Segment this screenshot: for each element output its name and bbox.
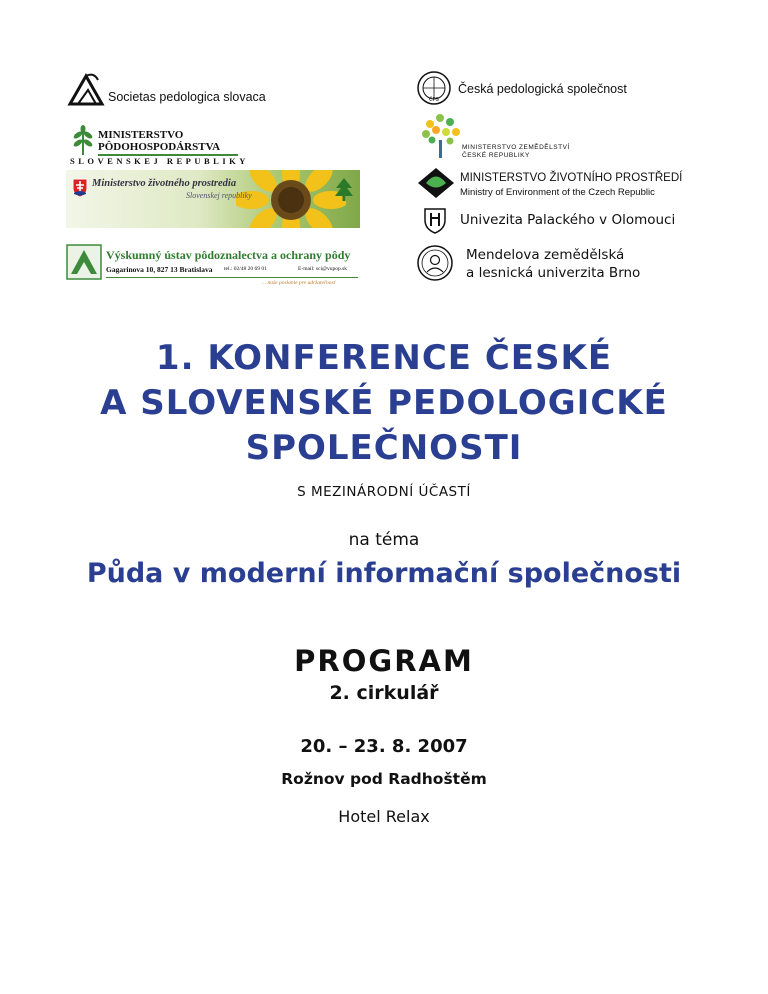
theme-label: na téma xyxy=(348,530,420,550)
mpsr-line2: PÔDOHOSPODÁRSTVA xyxy=(98,141,221,153)
vupop-emblem-icon xyxy=(66,244,102,280)
wheat-icon xyxy=(70,125,96,155)
mze-line2: ČESKÉ REPUBLIKY xyxy=(462,152,530,159)
upol-emblem-icon xyxy=(422,206,448,234)
circular-label: 2. cirkulář xyxy=(329,682,439,704)
vupop-motto: ... naše poslanie pre udržateľnosť xyxy=(262,280,336,286)
mendel-line1: Mendelova zemědělská xyxy=(466,247,625,263)
mzpsr-line1: Ministerstvo životného prostredia xyxy=(92,178,237,189)
vupop-address: Gagarinova 10, 827 13 Bratislava xyxy=(106,265,213,274)
vupop-email: E-mail: sci@vupop.sk xyxy=(298,266,348,272)
conference-place: Rožnov pod Radhoštěm xyxy=(281,770,487,788)
cps-name: Česká pedologická společnost xyxy=(458,82,627,96)
vupop-title: Výskumný ústav pôdoznalectva a ochrany pôdy xyxy=(106,248,351,262)
mze-tree-icon xyxy=(416,110,466,160)
logo-mzpsr-banner xyxy=(66,170,360,228)
sps-emblem-icon xyxy=(66,70,106,110)
mpsr-line1: MINISTERSTVO xyxy=(98,129,184,141)
logo-upol xyxy=(416,206,716,236)
sps-name: Societas pedologica slovaca xyxy=(108,90,266,104)
title-line1: 1. KONFERENCE ČESKÉ xyxy=(155,338,613,378)
mze-line1: MINISTERSTVO ZEMĚDĚLSTVÍ xyxy=(462,144,570,151)
mzp-line1: MINISTERSTVO ŽIVOTNÍHO PROSTŘEDÍ xyxy=(460,172,683,184)
logo-sps xyxy=(66,70,266,110)
mendel-seal-icon xyxy=(416,244,454,282)
title-line3: SPOLEČNOSTI xyxy=(245,428,523,468)
subtitle: S MEZINÁRODNÍ ÚČASTÍ xyxy=(297,484,471,500)
vupop-tel: tel.: 02/48 20 69 01 xyxy=(224,266,267,272)
cps-seal-icon xyxy=(416,70,452,106)
program-heading: PROGRAM xyxy=(294,644,474,678)
conference-venue: Hotel Relax xyxy=(338,807,430,826)
tree-icon xyxy=(332,176,356,202)
logo-mendel xyxy=(416,244,716,284)
conference-theme: Půda v moderní informační společnosti xyxy=(86,558,682,589)
mpsr-line3: SLOVENSKEJ REPUBLIKY xyxy=(70,156,249,166)
mendel-line2: a lesnická univerzita Brno xyxy=(466,265,641,281)
logo-mzp xyxy=(416,166,716,202)
title-line2: A SLOVENSKÉ PEDOLOGICKÉ xyxy=(100,383,668,423)
logo-mze xyxy=(416,110,636,162)
cps-seal-text: ČPS xyxy=(429,97,439,103)
logo-cps xyxy=(416,70,636,106)
mzpsr-line2: Slovenskej republiky xyxy=(186,191,252,200)
logo-mpsr xyxy=(70,125,270,167)
sunflower-icon xyxy=(236,170,346,228)
mzp-line2: Ministry of Environment of the Czech Republic xyxy=(460,187,655,198)
mzp-leaf-icon xyxy=(416,166,456,200)
sk-coat-of-arms-icon xyxy=(72,178,88,198)
vupop-divider xyxy=(106,277,358,278)
logo-vupop xyxy=(66,244,360,290)
upol-name: Univezita Palackého v Olomouci xyxy=(460,212,676,228)
conference-dates: 20. – 23. 8. 2007 xyxy=(300,736,468,757)
